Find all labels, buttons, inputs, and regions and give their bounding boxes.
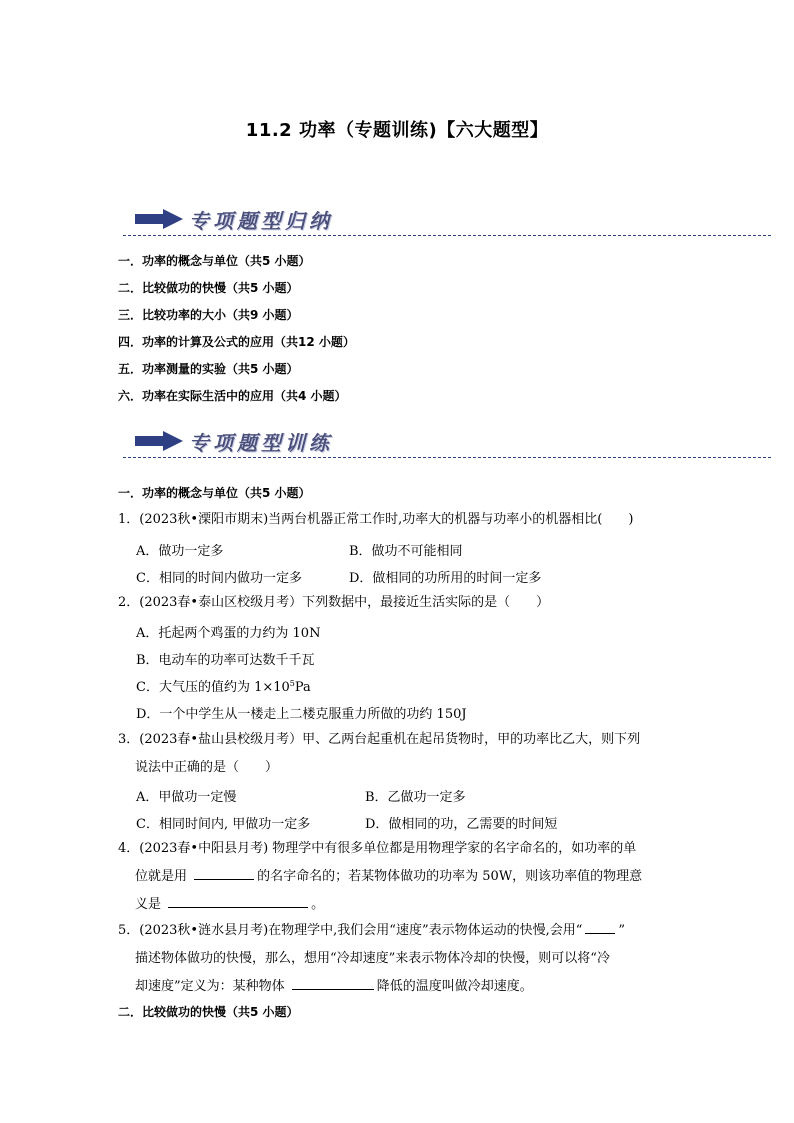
arrow-right-icon <box>135 209 183 229</box>
option-c-text: C．大气压的值约为 1×10 <box>136 680 290 695</box>
text-segment: 却速度”定义为：某种物体 <box>135 979 289 994</box>
option-a: A．做功一定多 <box>136 544 224 559</box>
question-2 <box>118 589 678 617</box>
option-b: B．电动车的功率可达数千千瓦 <box>136 653 315 668</box>
topic-item: 五．功率测量的实验（共5 小题） <box>118 362 299 376</box>
topic-item: 四．功率的计算及公式的应用（共12 小题） <box>118 335 355 349</box>
divider <box>123 235 771 236</box>
answer-blank[interactable] <box>585 919 615 934</box>
option-b: B．乙做功一定多 <box>365 790 466 805</box>
divider <box>123 457 771 458</box>
option-b: B．做功不可能相同 <box>349 544 463 559</box>
question-3 <box>118 726 678 782</box>
answer-blank[interactable] <box>194 865 254 880</box>
topic-item: 六．功率在实际生活中的应用（共4 小题） <box>118 389 347 403</box>
option-a: A．托起两个鸡蛋的力约为 10N <box>136 626 321 641</box>
option-c: C．相同的时间内做功一定多 <box>136 571 302 586</box>
text-segment: 5．(2023秋•涟水县月考)在物理学中,我们会用“速度”表示物体运动的快慢,会用“ <box>118 923 583 938</box>
question-stem: 3．(2023春•盐山县校级月考）甲、乙两台起重机在起吊货物时，甲的功率比乙大，则下列 <box>118 732 641 747</box>
text-segment: 。 <box>311 897 325 912</box>
summary-banner <box>123 202 771 236</box>
training-banner-title: 专项题型训练 <box>189 431 333 455</box>
topic-item: 二．比较做功的快慢（共5 小题） <box>118 281 299 295</box>
option-d: D．做相同的功所用的时间一定多 <box>349 571 542 586</box>
question-stem-continued <box>118 891 678 919</box>
question-stem-continued: 说法中正确的是（ ） <box>135 760 279 775</box>
arrow-right-icon <box>135 431 183 451</box>
option-d: D．做相同的功，乙需要的时间短 <box>365 817 558 832</box>
training-banner <box>123 424 771 458</box>
unit: Pa <box>294 680 311 695</box>
answer-blank[interactable] <box>292 975 374 990</box>
section-heading: 一．功率的概念与单位（共5 小题） <box>118 486 311 500</box>
question-1 <box>118 506 678 534</box>
question-4 <box>118 835 678 919</box>
option-c <box>136 676 311 695</box>
text-segment: ” <box>618 923 626 938</box>
text-segment: 降低的温度叫做冷却速度。 <box>376 979 533 994</box>
text-segment: 位就是用 <box>135 869 192 884</box>
topic-list <box>118 252 355 414</box>
question-stem-continued <box>118 863 678 891</box>
topic-item: 三．比较功率的大小（共9 小题） <box>118 308 299 322</box>
question-stem: 2．(2023春•泰山区校级月考）下列数据中，最接近生活实际的是（ ） <box>118 595 550 610</box>
topic-item: 一．功率的概念与单位（共5 小题） <box>118 254 311 268</box>
answer-blank[interactable] <box>168 893 308 908</box>
question-stem: 4．(2023春•中阳县月考) 物理学中有很多单位都是用物理学家的名字命名的，如功率的单 <box>118 841 637 856</box>
text-segment: 义是 <box>135 897 166 912</box>
exponent: 5 <box>289 679 295 688</box>
summary-banner-title: 专项题型归纳 <box>189 209 333 233</box>
section-heading: 二．比较做功的快慢（共5 小题） <box>118 1005 299 1019</box>
text-segment: 的名字命名的；若某物体做功的功率为 50W，则该功率值的物理意 <box>257 869 643 884</box>
page-title: 11.2 功率（专题训练)【六大题型】 <box>245 120 549 141</box>
question-stem-continued <box>118 973 678 1001</box>
option-c: C．相同时间内, 甲做功一定多 <box>136 817 311 832</box>
option-d: D．一个中学生从一楼走上二楼克服重力所做的功约 150J <box>136 707 467 722</box>
question-stem <box>118 917 678 945</box>
question-5 <box>118 917 678 1001</box>
question-stem: 1．(2023秋•溧阳市期末)当两台机器正常工作时,功率大的机器与功率小的机器相比( ) <box>118 512 634 527</box>
option-a: A．甲做功一定慢 <box>136 790 237 805</box>
question-stem-continued: 描述物体做功的快慢，那么，想用“冷却速度”来表示物体冷却的快慢，则可以将“冷 <box>135 951 610 966</box>
